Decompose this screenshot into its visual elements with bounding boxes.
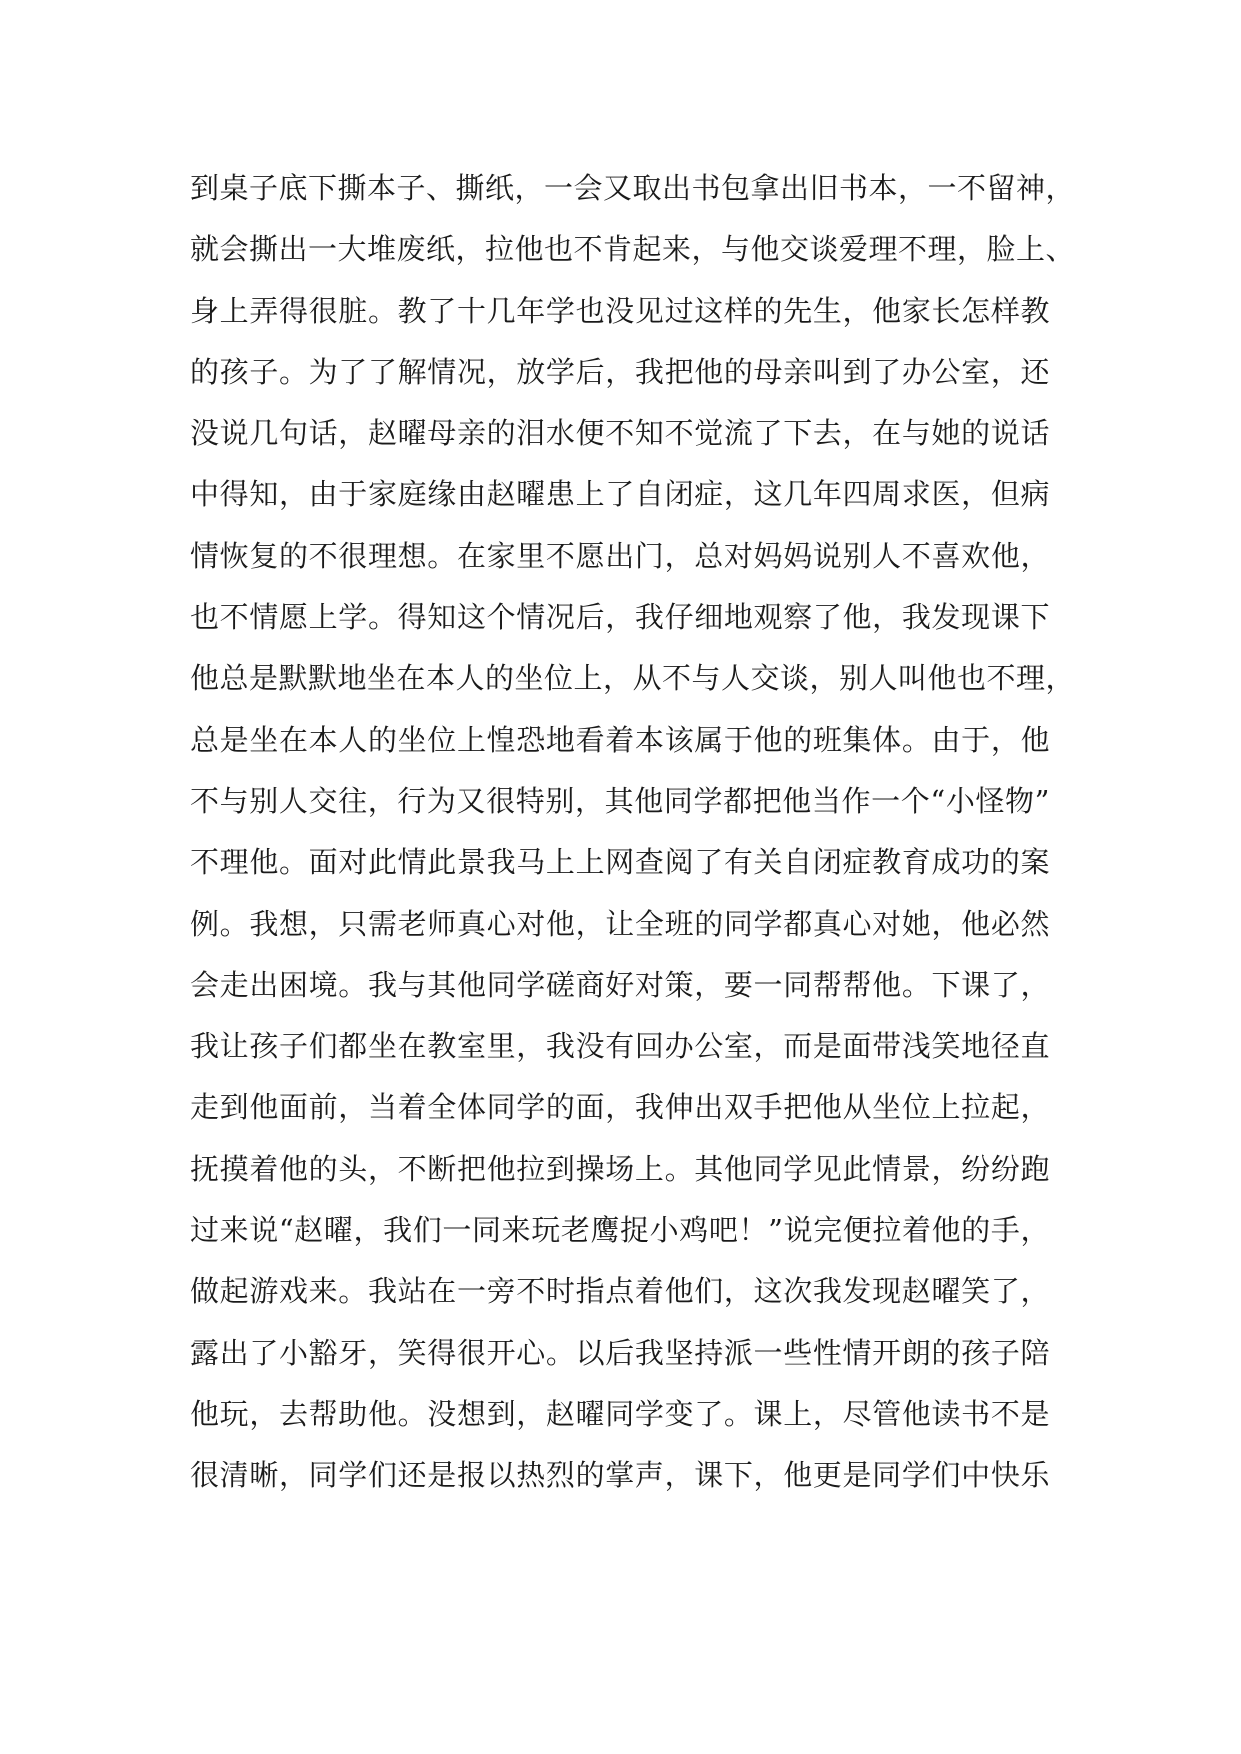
- text-line: 抚摸着他的头，不断把他拉到操场上。其他同学见此情景，纷纷跑: [190, 1151, 1050, 1186]
- text-line: 露出了小豁牙，笑得很开心。以后我坚持派一些性情开朗的孩子陪: [190, 1335, 1050, 1370]
- text-line: 做起游戏来。我站在一旁不时指点着他们，这次我发现赵曜笑了，: [190, 1274, 1050, 1309]
- text-line: 没说几句话，赵曜母亲的泪水便不知不觉流了下去，在与她的说话: [190, 416, 1050, 451]
- text-line: 不与别人交往，行为又很特别，其他同学都把他当作一个“小怪物”: [190, 783, 1050, 818]
- text-line: 走到他面前，当着全体同学的面，我伸出双手把他从坐位上拉起，: [190, 1090, 1050, 1125]
- text-line: 会走出困境。我与其他同学磋商好对策，要一同帮帮他。下课了，: [190, 967, 1050, 1002]
- text-line: 的孩子。为了了解情况，放学后，我把他的母亲叫到了办公室，还: [190, 354, 1050, 389]
- text-line: 不理他。面对此情此景我马上上网查阅了有关自闭症教育成功的案: [190, 845, 1050, 880]
- text-line: 很清晰，同学们还是报以热烈的掌声，课下，他更是同学们中快乐: [190, 1458, 1050, 1493]
- body-paragraph: [190, 158, 1076, 1507]
- text-line: 也不情愿上学。得知这个情况后，我仔细地观察了他，我发现课下: [190, 600, 1050, 635]
- text-line: 总是坐在本人的坐位上惶恐地看着本该属于他的班集体。由于，他: [190, 722, 1050, 757]
- text-line: 他玩，去帮助他。没想到，赵曜同学变了。课上，尽管他读书不是: [190, 1396, 1050, 1431]
- text-line: 我让孩子们都坐在教室里，我没有回办公室，而是面带浅笑地径直: [190, 1029, 1050, 1064]
- text-line: 就会撕出一大堆废纸，拉他也不肯起来，与他交谈爱理不理，脸上、: [190, 232, 1076, 267]
- text-line: 身上弄得很脏。教了十几年学也没见过这样的先生，他家长怎样教: [190, 293, 1050, 328]
- text-line: 他总是默默地坐在本人的坐位上，从不与人交谈，别人叫他也不理，: [190, 661, 1076, 696]
- text-line: 例。我想，只需老师真心对他，让全班的同学都真心对她，他必然: [190, 906, 1050, 941]
- text-line: 到桌子底下撕本子、撕纸，一会又取出书包拿出旧书本，一不留神，: [190, 171, 1076, 205]
- text-line: 中得知，由于家庭缘由赵曜患上了自闭症，这几年四周求医，但病: [190, 477, 1050, 512]
- text-line: 情恢复的不很理想。在家里不愿出门，总对妈妈说别人不喜欢他，: [190, 538, 1050, 573]
- text-line: 过来说“赵曜，我们一同来玩老鹰捉小鸡吧！”说完便拉着他的手，: [190, 1213, 1050, 1248]
